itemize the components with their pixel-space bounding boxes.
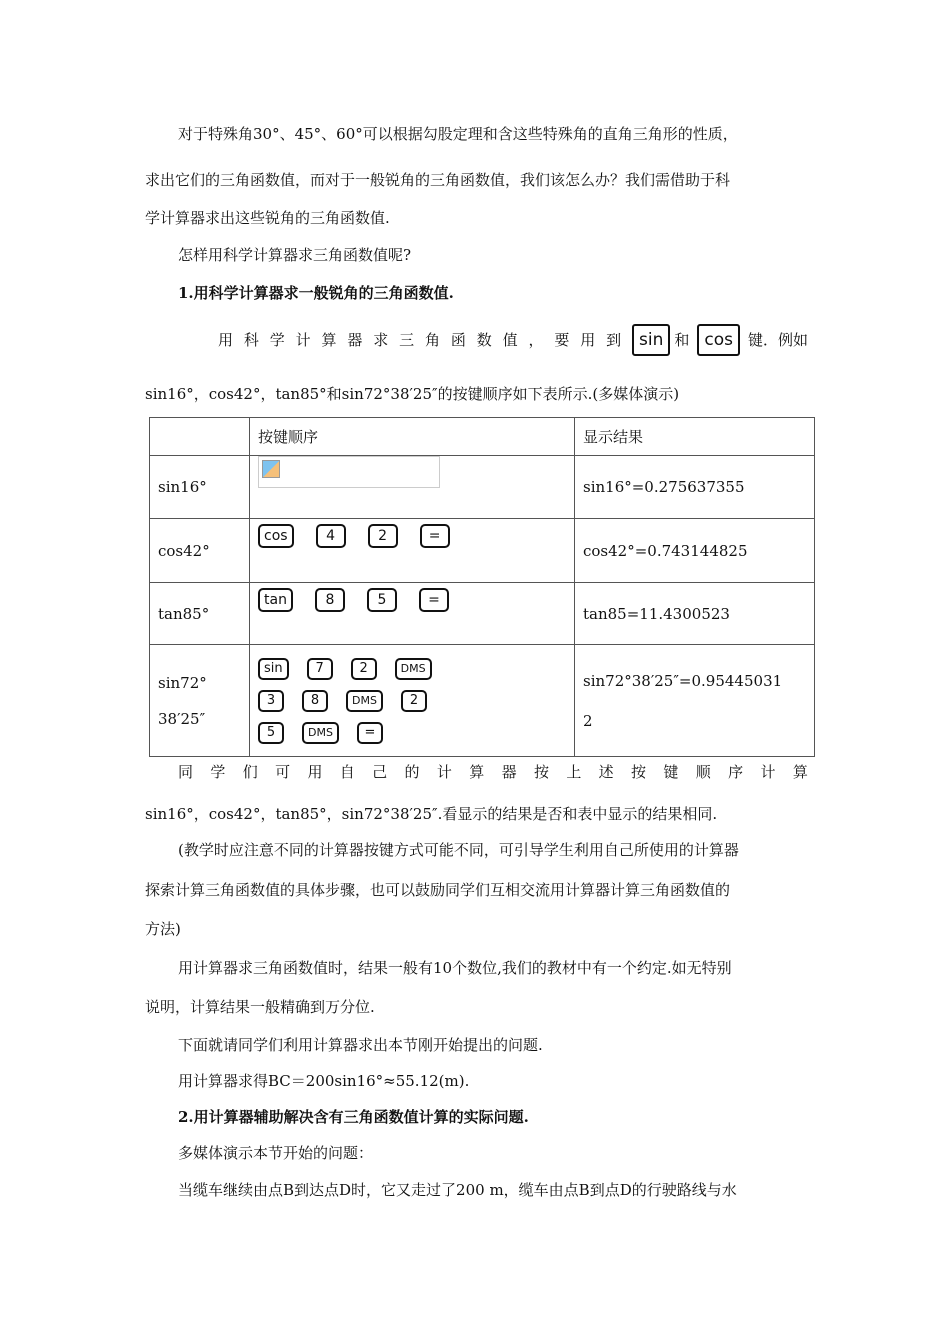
paragraph-line: sin16°，cos42°，tan85°和sin72°38′25″的按键顺序如下表所示.(多媒体演示) bbox=[145, 385, 680, 403]
result-cell: tan85=11.4300523 bbox=[575, 583, 815, 645]
digit-key-icon: 4 bbox=[316, 524, 346, 548]
dms-key-icon: DMS bbox=[346, 690, 383, 712]
result-cell: sin72°38′25″=0.95445031 bbox=[583, 671, 783, 690]
digit-key-icon: 5 bbox=[258, 722, 284, 744]
section-heading: 2.用计算器辅助解决含有三角函数值计算的实际问题. bbox=[178, 1108, 529, 1126]
paragraph-line: 方法) bbox=[145, 920, 181, 938]
table-header-cell: 显示结果 bbox=[575, 418, 815, 456]
key-sequence-table bbox=[149, 417, 815, 757]
digit-key-icon: 2 bbox=[368, 524, 398, 548]
row-label: sin72° bbox=[158, 673, 207, 692]
table-header-cell bbox=[150, 418, 250, 456]
row-label: tan85° bbox=[150, 583, 250, 645]
cos-key-icon: cos bbox=[258, 524, 294, 548]
row-label: 38′25″ bbox=[158, 709, 206, 728]
table-row bbox=[150, 583, 815, 645]
paragraph-line: 对于特殊角30°、45°、60°可以根据勾股定理和含这些特殊角的直角三角形的性质， bbox=[178, 125, 738, 143]
paragraph-line: 探索计算三角函数值的具体步骤，也可以鼓励同学们互相交流用计算器计算三角函数值的 bbox=[145, 881, 731, 899]
paragraph-line: 怎样用科学计算器求三角函数值呢? bbox=[178, 246, 412, 264]
paragraph-line: 学计算器求出这些锐角的三角函数值. bbox=[145, 209, 390, 227]
dms-key-icon: DMS bbox=[302, 722, 339, 744]
row-label: sin16° bbox=[150, 456, 250, 519]
spaced-text-line: 用 科 学 计 算 器 求 三 角 函 数 值 ， 要 用 到 sin 和 cos 键．例如 bbox=[218, 322, 808, 358]
section-heading: 1.用科学计算器求一般锐角的三角函数值. bbox=[178, 284, 454, 302]
digit-key-icon: 2 bbox=[351, 658, 377, 680]
table-row bbox=[150, 645, 815, 757]
paragraph-line: 用计算器求得BC＝200sin16°≈55.12(m). bbox=[178, 1072, 470, 1090]
digit-key-icon: 2 bbox=[401, 690, 427, 712]
paragraph-line: 说明，计算结果一般精确到万分位. bbox=[145, 998, 375, 1016]
digit-key-icon: 8 bbox=[315, 588, 345, 612]
equals-key-icon: = bbox=[420, 524, 450, 548]
result-cell: sin16°=0.275637355 bbox=[575, 456, 815, 519]
digit-key-icon: 5 bbox=[367, 588, 397, 612]
result-cell: 2 bbox=[583, 711, 593, 730]
table-row bbox=[150, 519, 815, 583]
sin-key-icon: sin bbox=[258, 658, 289, 680]
paragraph-line: 多媒体演示本节开始的问题： bbox=[178, 1144, 374, 1162]
table-row bbox=[150, 456, 815, 519]
dms-key-icon: DMS bbox=[395, 658, 432, 680]
spaced-text-line: 同 学 们 可 用 自 己 的 计 算 器 按 上 述 按 键 顺 序 计 算 bbox=[178, 763, 808, 781]
digit-key-icon: 3 bbox=[258, 690, 284, 712]
row-label: cos42° bbox=[150, 519, 250, 583]
paragraph-line: 当缆车继续由点B到达点D时，它又走过了200 m，缆车由点B到点D的行驶路线与水 bbox=[178, 1181, 737, 1199]
result-cell: cos42°=0.743144825 bbox=[575, 519, 815, 583]
sin-key-icon: sin bbox=[632, 324, 670, 356]
broken-image-icon bbox=[262, 460, 280, 478]
paragraph-line: (教学时应注意不同的计算器按键方式可能不同，可引导学生利用自己所使用的计算器 bbox=[178, 841, 739, 859]
digit-key-icon: 8 bbox=[302, 690, 328, 712]
paragraph-line: 求出它们的三角函数值，而对于一般锐角的三角函数值，我们该怎么办？我们需借助于科 bbox=[145, 171, 731, 189]
equals-key-icon: = bbox=[419, 588, 449, 612]
paragraph-line: sin16°，cos42°，tan85°，sin72°38′25″.看显示的结果是否和表中显示的结果相同. bbox=[145, 805, 718, 823]
table-header-cell: 按键顺序 bbox=[250, 418, 575, 456]
digit-key-icon: 7 bbox=[307, 658, 333, 680]
equals-key-icon: = bbox=[357, 722, 383, 744]
tan-key-icon: tan bbox=[258, 588, 293, 612]
image-placeholder bbox=[258, 456, 440, 488]
cos-key-icon: cos bbox=[697, 324, 740, 356]
paragraph-line: 用计算器求三角函数值时，结果一般有10个数位,我们的教材中有一个约定.如无特别 bbox=[178, 959, 732, 977]
paragraph-line: 下面就请同学们利用计算器求出本节刚开始提出的问题. bbox=[178, 1036, 543, 1054]
